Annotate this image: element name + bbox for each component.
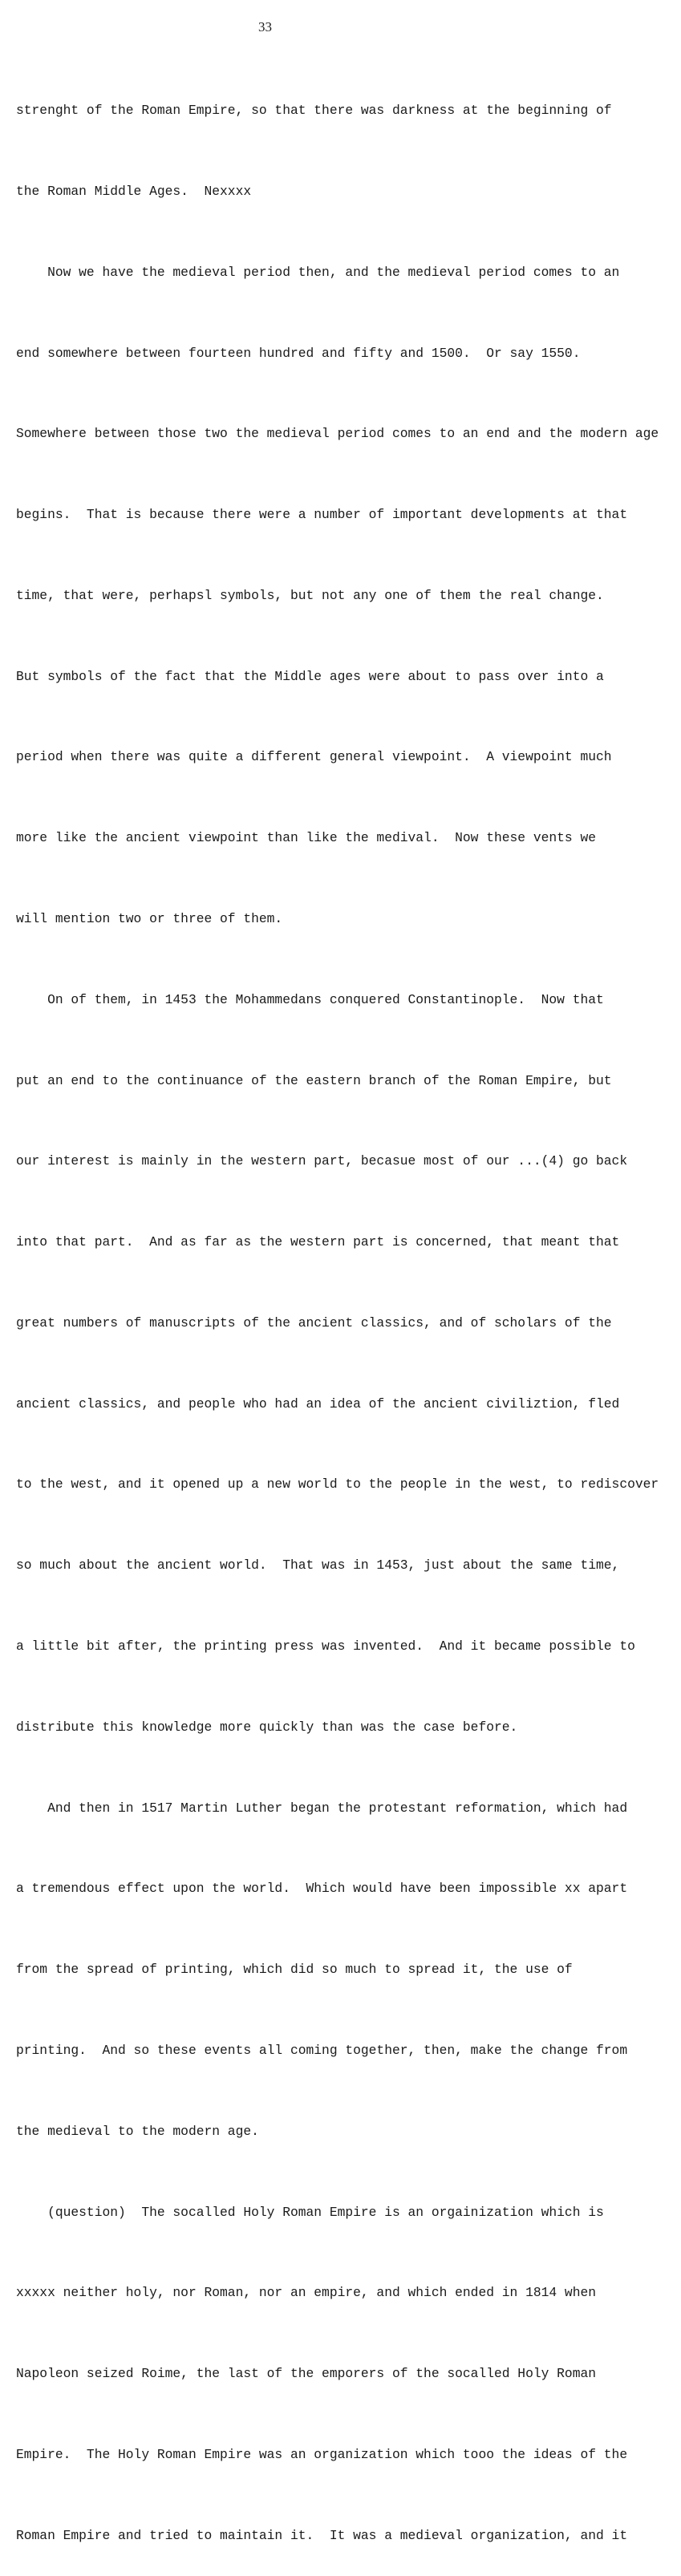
text-line: ancient classics, and people who had an idea of the ancient civiliztion, fled — [16, 1395, 620, 1412]
text-line: so much about the ancient world. That was in 1453, just about the same time, — [16, 1557, 620, 1574]
text-line: But symbols of the fact that the Middle ages were about to pass over into a — [16, 668, 604, 684]
text-line: (question) The socalled Holy Roman Empire is an orgainization which is — [16, 2204, 604, 2220]
text-line: a tremendous effect upon the world. Which would have been impossible xx apart — [16, 1881, 628, 1897]
text-line: our interest is mainly in the western part, becasue most of our ...(4) go back — [16, 1153, 628, 1169]
text-line: great numbers of manuscripts of the ancient classics, and of scholars of the — [16, 1314, 612, 1331]
text-line: will mention two or three of them. — [16, 911, 283, 926]
text-line: Now we have the medieval period then, and the medieval period comes to an — [16, 264, 620, 280]
text-line: period when there was quite a different general viewpoint. A viewpoint much — [16, 749, 612, 765]
text-line: into that part. And as far as the western part is concerned, that meant that — [16, 1234, 620, 1250]
text-line: end somewhere between fourteen hundred and fifty and 1500. Or say 1550. — [16, 345, 581, 361]
text-line: strenght of the Roman Empire, so that there was darkness at the beginning of — [16, 103, 612, 119]
text-line: to the west, and it opened up a new world to the people in the west, to rediscover — [16, 1476, 659, 1493]
page-number: 33 — [258, 19, 272, 34]
text-line: put an end to the continuance of the eastern branch of the Roman Empire, but — [16, 1072, 612, 1088]
text-line: distribute this knowledge more quickly than was the case before. — [16, 1719, 518, 1735]
text-line: And then in 1517 Martin Luther began the protestant reformation, which had — [16, 1800, 628, 1816]
text-line: Somewhere between those two the medieval period comes to an end and the modern age — [16, 426, 659, 442]
text-line: a little bit after, the printing press was invented. And it became possible to — [16, 1638, 635, 1655]
text-line: time, that were, perhapsl symbols, but not any one of them the real change. — [16, 587, 604, 603]
document-body — [16, 43, 678, 2576]
text-line: the Roman Middle Ages. Nexxxx — [16, 183, 252, 199]
text-line: from the spread of printing, which did so much to spread it, the use of — [16, 1962, 573, 1978]
text-line: Napoleon seized Roime, the last of the emporers of the socalled Holy Roman — [16, 2366, 597, 2382]
text-line: the medieval to the modern age. — [16, 2123, 259, 2139]
text-line: more like the ancient viewpoint than like the medival. Now these vents we — [16, 830, 597, 846]
text-line: On of them, in 1453 the Mohammedans conquered Constantinople. Now that — [16, 991, 604, 1007]
text-line: xxxxx neither holy, nor Roman, nor an empire, and which ended in 1814 when — [16, 2285, 597, 2301]
text-line: Roman Empire and tried to maintain it. It was a medieval organization, and it — [16, 2527, 628, 2543]
text-line: printing. And so these events all coming together, then, make the change from — [16, 2042, 628, 2058]
text-line: Empire. The Holy Roman Empire was an organization which tooo the ideas of the — [16, 2446, 628, 2462]
text-line: begins. That is because there were a number of important developments at that — [16, 507, 628, 523]
